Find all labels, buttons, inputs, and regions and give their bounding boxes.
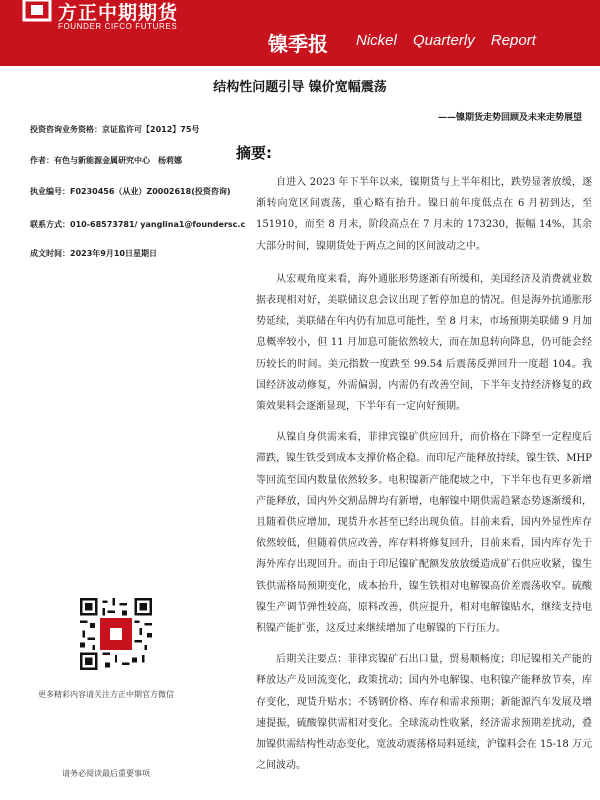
report-type-cn: 镍季报 xyxy=(268,32,328,56)
publish-date: 成文时间：2023年9月10日星期日 xyxy=(30,249,157,258)
brand-name-en: FOUNDER CIFCO FUTURES xyxy=(58,22,178,31)
paragraph: 自进入 2023 年下半年以来，镍期货与上半年相比，跌势显著放缓，逐渐转向宽区间震荡，重心略有抬升。镍日前年度低点在 6 月初到达，至 151910，而至 8 月末，阶段高点在 7 月末的 173230，振幅 14%，其余大部分时间，镍期货处于两点之间的区间波动之中。 xyxy=(256,177,592,252)
wechat-qr-code xyxy=(80,598,152,670)
brand-name-cn: 方正中期期货 xyxy=(58,2,179,24)
contact-info: 联系方式：010-68573781/ yanglina1@foundersc.c xyxy=(30,220,246,229)
paragraph: 从镍自身供需来看，菲律宾镍矿供应回升，而价格在下降至一定程度后滞跌，镍生铁受到成本支撑价格企稳。而印尼产能释放持续，镍生铁、MHP 等回流至国内数量依然较多。电积镍新产能爬坡之中，下半年也有更多新增产能释放，国内外交割品牌均有新增，电解镍中期供需趋紧态势逐渐缓和，且随着供应增加，现货升水甚至已经出现负值。目前来看，国内外显性库存依然较低，但随着供应改善，库存料将修复回升，目前来看，国内库存先于海外库存出现回升。而由于印尼镍矿配额发放放缓造成矿石供应收紧，镍生铁供需格局预期变化，成本抬升，镍生铁相对电解镍高价差震荡收窄。硫酸镍生产调节弹性较高，原料改善，供应提升，相对电解镍贴水，继续支持电积镍产能扩张，这反过来继续增加了电解镍的下行压力。 xyxy=(256,432,592,635)
report-header xyxy=(0,0,600,66)
paragraph: 后期关注要点：菲律宾镍矿石出口量，贸易顺畅度；印尼镍相关产能的释放达产及回流变化，政策扰动；国内外电解镍、电积镍产能释放节奏，库存变化，现货升贴水；不锈钢价格、库存和需求预期；新能源汽车发展及增速提振，硫酸镍供需相对变化。全球流动性收紧，经济需求预期差扰动，叠加镍供需结构性动态变化，宽波动震荡格局料延续，沪镍料会在 15-18 万元之间波动。 xyxy=(256,654,592,772)
disclaimer-note: 请务必阅读最后重要事项 xyxy=(62,769,150,778)
report-title: 结构性问题引导 镍价宽幅震荡 xyxy=(213,80,387,95)
qr-caption: 更多精彩内容请关注方正中期官方微信 xyxy=(38,690,174,699)
certificate-number: 执业编号：F0230456（从业）Z0002618(投资咨询) xyxy=(30,187,231,196)
author-line: 作者：有色与新能源金属研究中心 杨莉娜 xyxy=(30,156,182,165)
abstract-body xyxy=(256,172,592,776)
license-info: 投资咨询业务资格：京证监许可【2012】75号 xyxy=(30,125,200,134)
paragraph: 从宏观角度来看，海外通胀形势逐渐有所缓和，美国经济及消费就业数据表现相对好，美联储议息会议出现了暂停加息的情况。但是海外抗通胀形势延续，美联储在年内仍有加息可能性，至 8 月末，市场预期美联储 9 月加息概率较小，但 11 月加息可能依然较大，而在加息转向降息，仍可能会经历较长的时间。美元指数一度跌至 99.54 后震荡反弹回升一度超 104。我国经济波动修复，外需偏弱，内需仍有改善空间，下半年支持经济修复的政策效果料会逐渐显现，下半年有一定向好预期。 xyxy=(256,273,592,413)
report-type-en: Nickel Quarterly Report xyxy=(356,32,536,49)
brand-logo-icon xyxy=(22,0,52,24)
abstract-heading: 摘要: xyxy=(236,144,272,162)
report-subtitle: ——镍期货走势回顾及未来走势展望 xyxy=(437,113,582,123)
